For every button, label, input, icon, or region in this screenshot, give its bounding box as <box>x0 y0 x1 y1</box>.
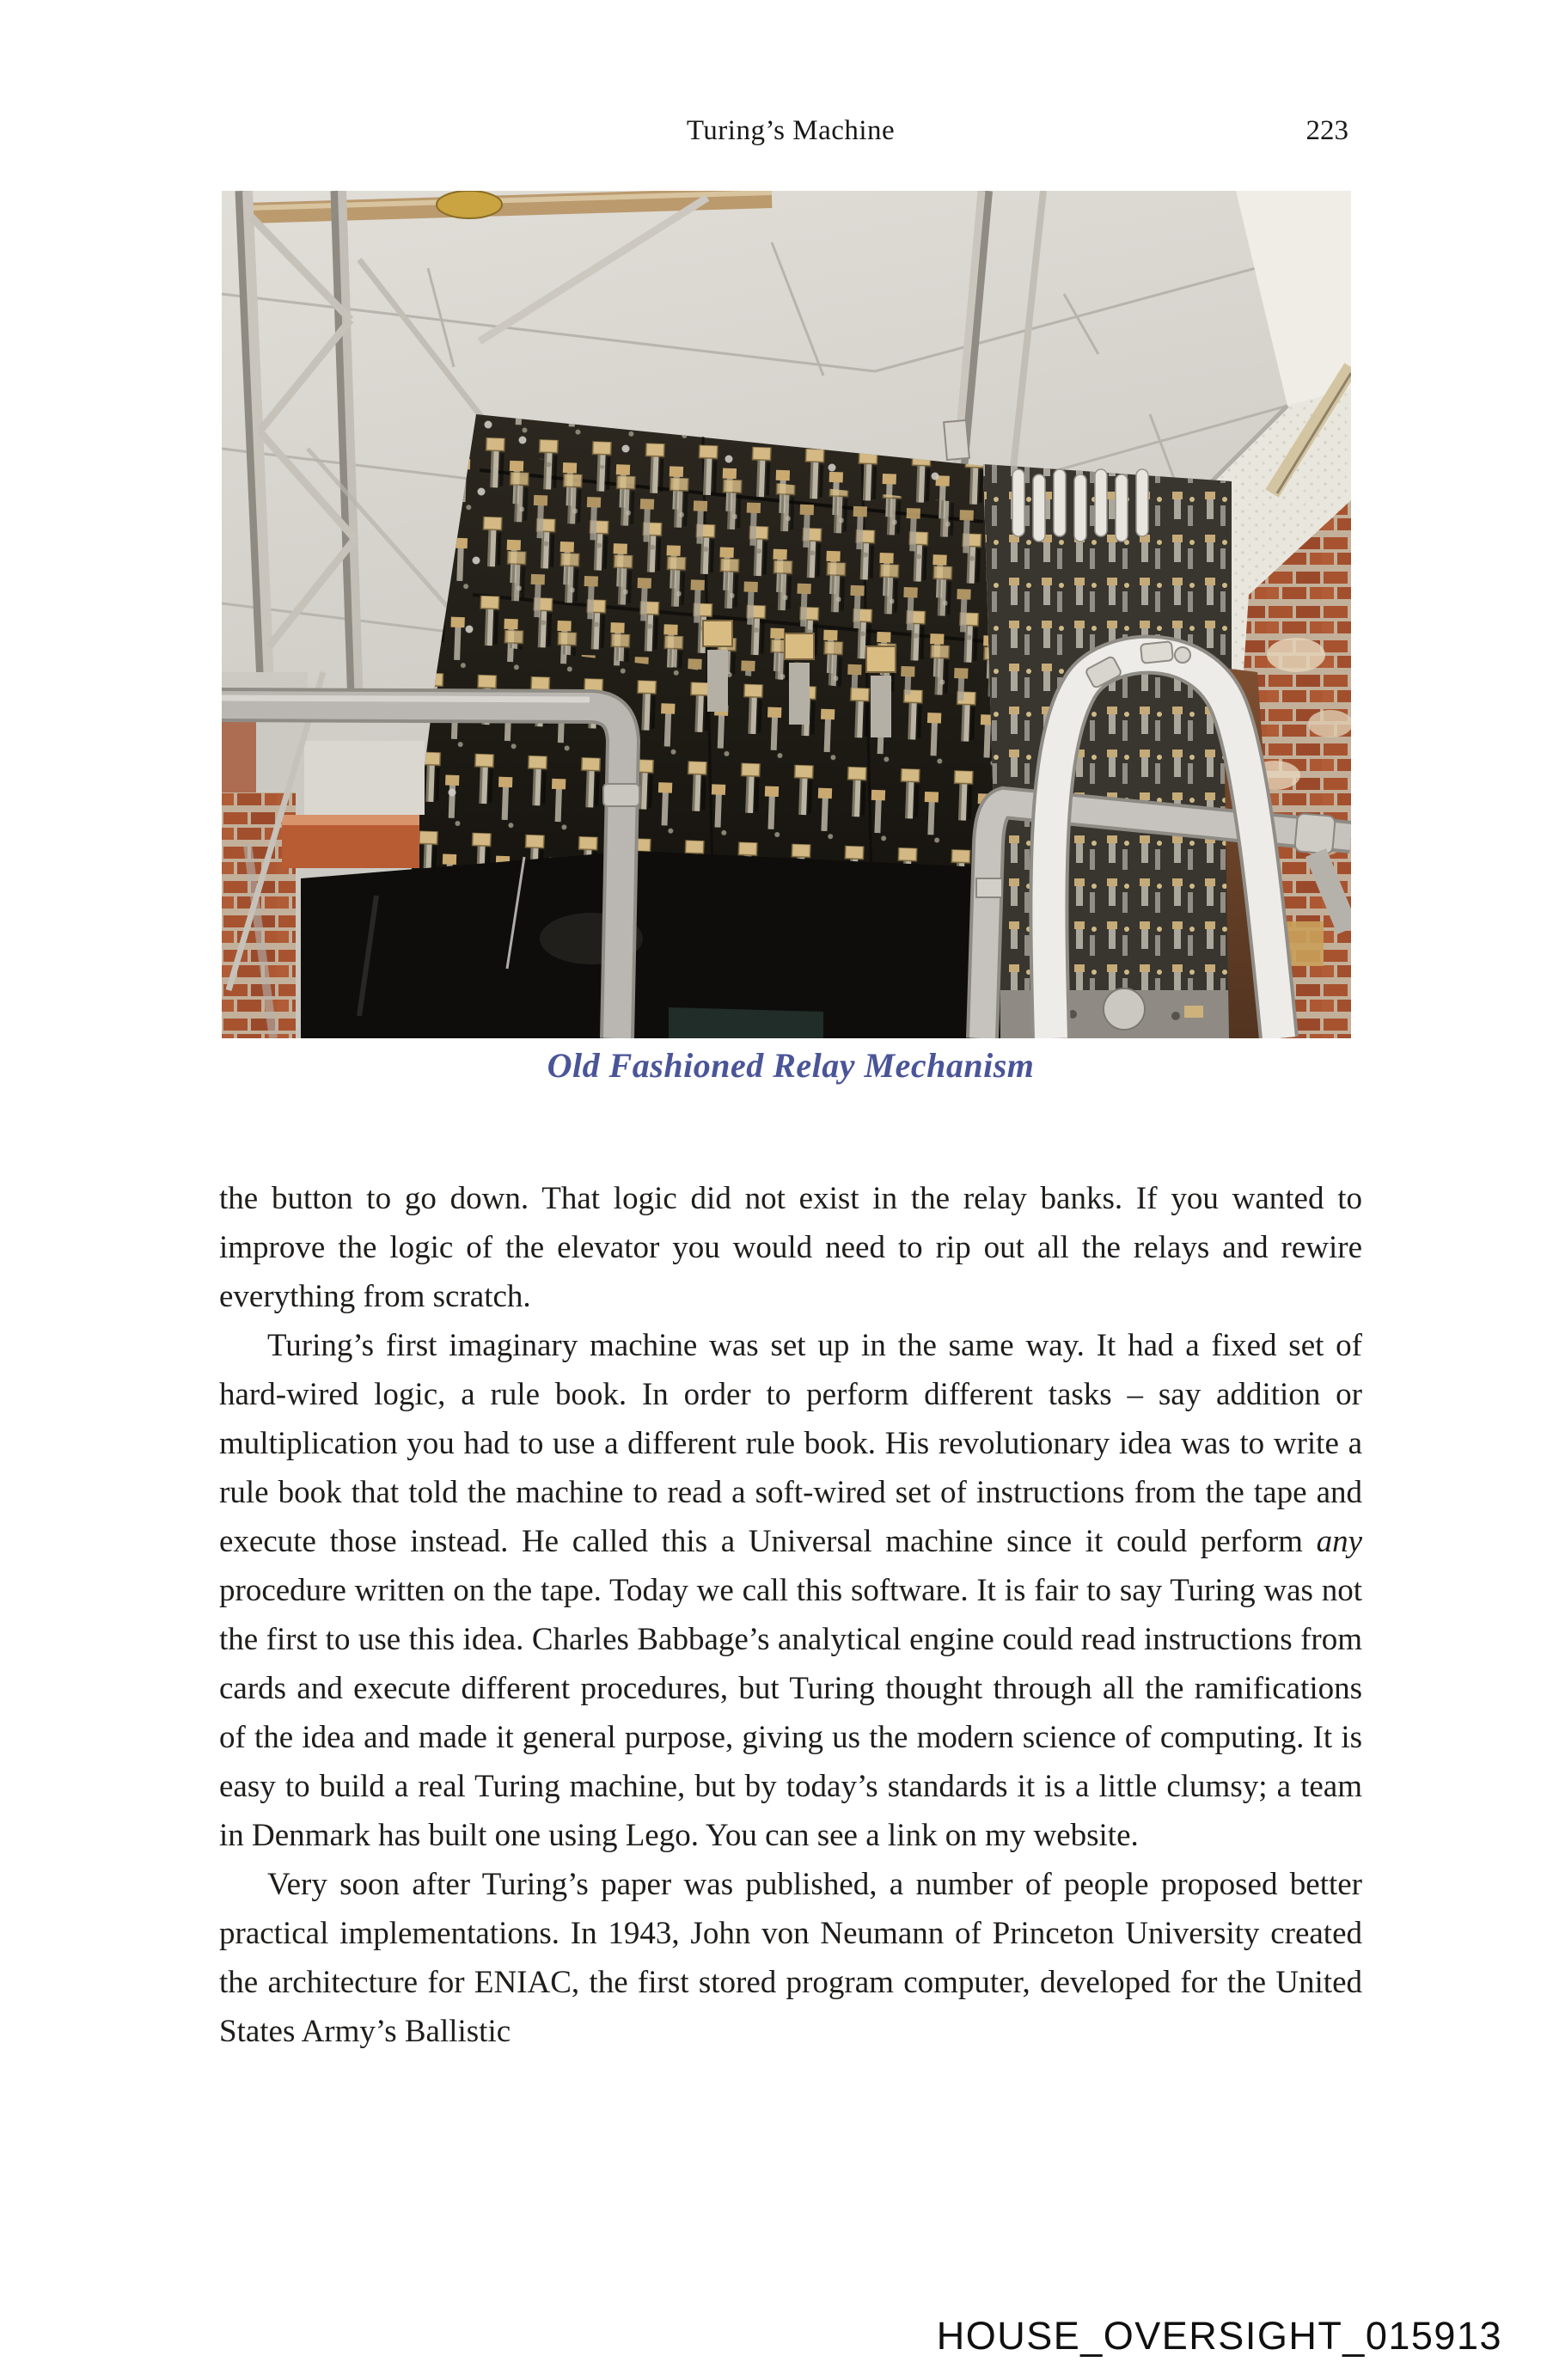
paragraph-2-text-a: Turing’s first imaginary machine was set up in the same way. It had a fixed set of hard-wired logic, a rule book. In order to perform different tasks – say addition or multiplication you had to use a different rule book. His revolutionary idea was to write a rule book that told the machine to read a soft-wired set of instructions from the tape and execute those instead. He called this a Universal machine since it could perform <box>219 1328 1362 1559</box>
photo-lower-cabinet <box>301 851 1000 1038</box>
page-header <box>219 115 1362 156</box>
paragraph-1: the button to go down. That logic did not exist in the relay banks. If you wanted to improve the logic of the elevator you would need to rip out all the relays and rewire everything from scratch. <box>219 1181 1362 1314</box>
paragraph-2 <box>219 1321 1362 1860</box>
figure-caption: Old Fashioned Relay Mechanism <box>547 1046 1035 1085</box>
relay-photo <box>222 191 1351 1038</box>
photo-right-rack <box>983 464 1232 1038</box>
body-text <box>219 1174 1362 2056</box>
paragraph-3: Very soon after Turing’s paper was published, a number of people proposed better practical implementations. In 1943, John von Neumann of Princeton University created the architecture for ENIAC, the first stored program computer, developed for the United States Army’s Ballistic <box>219 1867 1362 2049</box>
paragraph-2-text-b: procedure written on the tape. Today we call this software. It is fair to say Turing was not the first to use this idea. Charles Babbage’s analytical engine could read instructions from cards and execute different procedures, but Turing thought through all the ramifications of the idea and made it general purpose, giving us the modern science of computing. It is easy to build a real Turing machine, but by today’s standards it is a little clumsy; a team in Denmark has built one using Lego. You can see a link on my website. <box>219 1573 1362 1853</box>
bates-number: HOUSE_OVERSIGHT_015913 <box>936 2314 1502 2358</box>
running-header-title: Turing’s Machine <box>686 115 896 146</box>
page-number: 223 <box>1305 115 1348 146</box>
relay-photo-illustration <box>222 191 1351 1038</box>
italic-word: any <box>1316 1524 1362 1559</box>
photo-white-tubes <box>1012 469 1148 541</box>
